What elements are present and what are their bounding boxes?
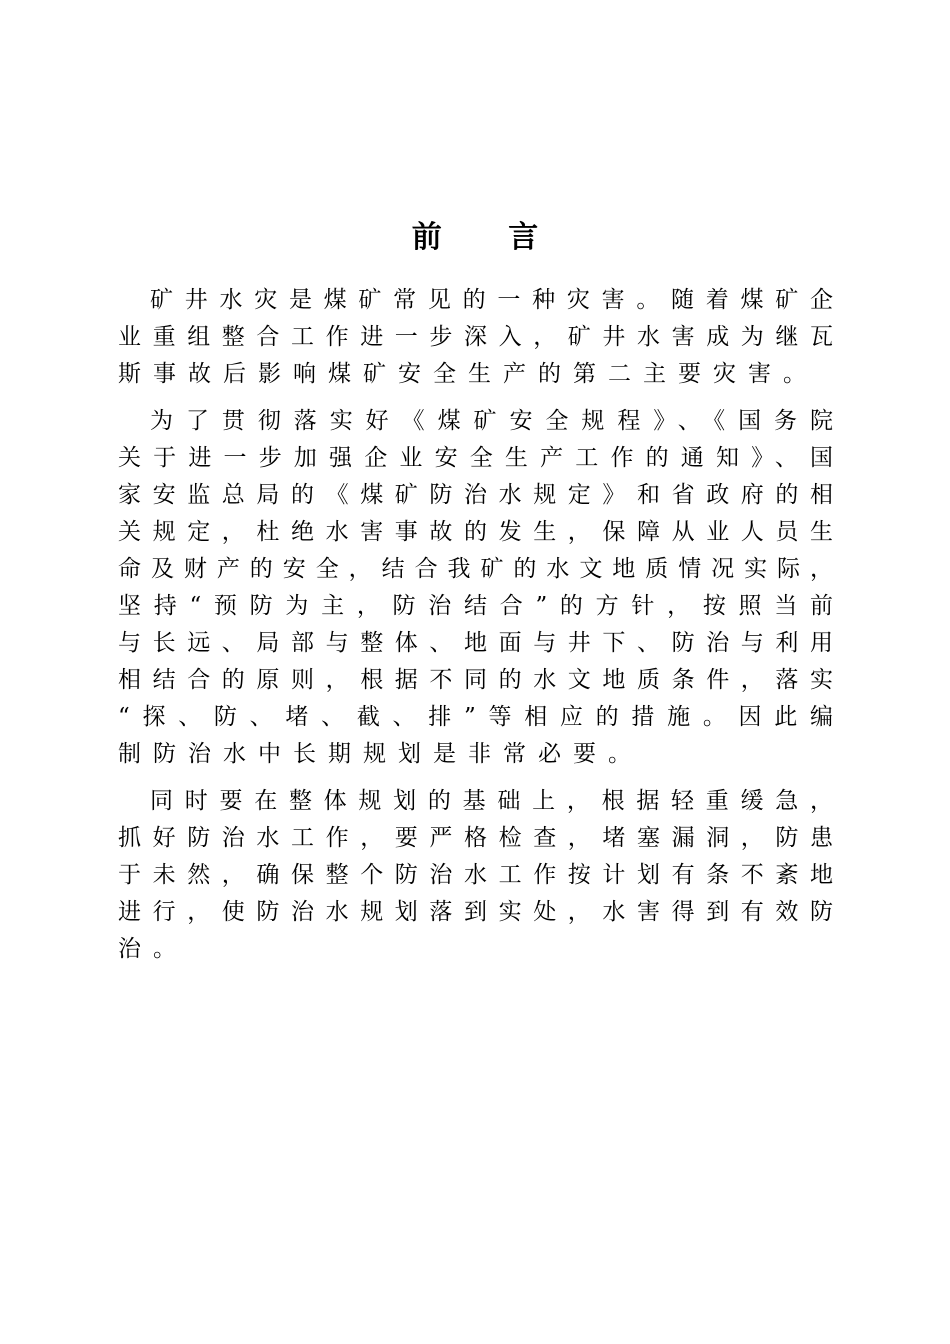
text-line: 与长远、局部与整体、地面与井下、防治与利用 xyxy=(118,630,833,656)
text-line: 同时要在整体规划的基础上，根据轻重缓急， xyxy=(150,788,833,814)
text-line: 治。 xyxy=(118,936,188,962)
text-line: 关规定，杜绝水害事故的发生，保障从业人员生 xyxy=(118,519,833,545)
text-line: 命及财产的安全，结合我矿的水文地质情况实际， xyxy=(118,556,833,582)
paragraph-3 xyxy=(118,783,833,968)
text-line: “探、防、堵、截、排”等相应的措施。因此编 xyxy=(118,704,833,730)
body-text xyxy=(118,282,833,978)
text-line: 家安监总局的《煤矿防治水规定》和省政府的相 xyxy=(118,482,833,508)
text-line: 矿井水灾是煤矿常见的一种灾害。随着煤矿企 xyxy=(150,287,833,313)
paragraph-2 xyxy=(118,403,833,773)
text-line: 相结合的原则，根据不同的水文地质条件，落实 xyxy=(118,667,833,693)
text-line: 抓好防治水工作，要严格检查，堵塞漏洞，防患 xyxy=(118,825,833,851)
paragraph-1 xyxy=(118,282,833,393)
text-line: 进行，使防治水规划落到实处，水害得到有效防 xyxy=(118,899,833,925)
text-line: 关于进一步加强企业安全生产工作的通知》、国 xyxy=(118,445,833,471)
text-line: 坚持“预防为主，防治结合”的方针，按照当前 xyxy=(118,593,833,619)
text-line: 业重组整合工作进一步深入，矿井水害成为继瓦 xyxy=(118,324,833,350)
text-line: 斯事故后影响煤矿安全生产的第二主要灾害。 xyxy=(118,361,818,387)
text-line: 制防治水中长期规划是非常必要。 xyxy=(118,741,643,767)
page-title: 前 言 xyxy=(411,220,567,255)
text-line: 为了贯彻落实好《煤矿安全规程》、《国务院 xyxy=(150,408,833,434)
text-line: 于未然，确保整个防治水工作按计划有条不紊地 xyxy=(118,862,833,888)
